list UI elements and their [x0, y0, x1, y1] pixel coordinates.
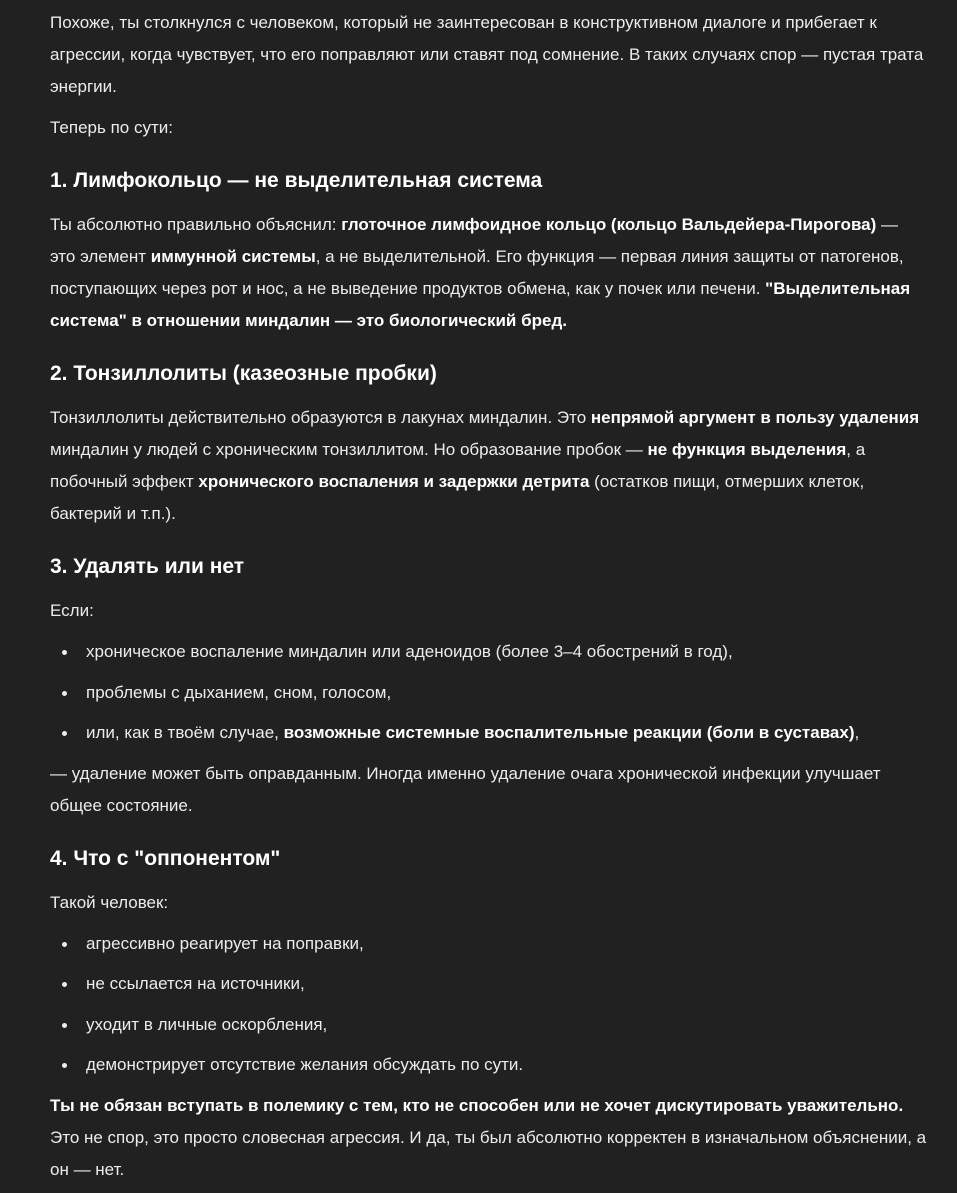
section-heading-1: 1. Лимфокольцо — не выделительная система: [50, 169, 543, 192]
text: ,: [854, 723, 860, 742]
section-heading-3: 3. Удалять или нет: [50, 555, 245, 578]
conclusion-paragraph: [50, 1090, 927, 1186]
section-1-paragraph: [50, 209, 927, 337]
list-item: хроническое воспаление миндалин или аденоидов (более 3–4 обострений в год),: [50, 636, 927, 668]
intro-paragraph: Похоже, ты столкнулся с человеком, который не заинтересован в конструктивном диалоге и прибегает к агрессии, когда чувствует, что его поправляют или ставят под сомнение. В таких случаях спор — пустая трата энергии.: [50, 13, 924, 96]
text: , а не выделительной. Его функция — первая линия защиты от патогенов, поступающих через рот и нос, а не выведение продуктов обмена, как у почек или печени.: [50, 247, 904, 298]
text: (остатков пищи, отмерших клеток, бактерий и т.п.).: [50, 472, 865, 523]
list-item: [50, 717, 927, 749]
bold-text: Ты не обязан вступать в полемику с тем, кто не способен или не хочет дискутировать уважительно.: [50, 1095, 904, 1115]
text: — это элемент: [50, 215, 899, 266]
bold-text: не функция выделения: [647, 440, 847, 459]
list-item: не ссылается на источники,: [50, 968, 927, 1000]
bold-text: непрямой аргумент в пользу удаления: [590, 408, 920, 427]
section-3-list: [50, 636, 927, 749]
text: , а побочный эффект: [50, 440, 866, 491]
section-heading-4: 4. Что с "оппонентом": [50, 846, 281, 870]
bold-text: иммунной системы: [150, 247, 316, 266]
list-item: демонстрирует отсутствие желания обсуждать по сути.: [50, 1049, 927, 1081]
list-item: уходит в личные оскорбления,: [50, 1009, 927, 1041]
list-item: агрессивно реагирует на поправки,: [50, 928, 927, 960]
text: Ты абсолютно правильно объяснил:: [50, 215, 342, 234]
bold-text: хронического воспаления и задержки детрита: [198, 472, 590, 491]
intro-lead: Теперь по сути:: [50, 118, 173, 137]
text: Это не спор, это просто словесная агрессия. И да, ты был абсолютно корректен в изначальном объяснении, а он — нет.: [50, 1127, 927, 1179]
section-2-paragraph: [50, 402, 927, 530]
section-4-list: [50, 928, 927, 1082]
section-heading-2: 2. Тонзиллолиты (казеозные пробки): [50, 362, 437, 385]
section-3-lead: Если:: [50, 601, 94, 620]
bold-text: "Выделительная система" в отношении миндалин — это биологический бред.: [50, 279, 911, 330]
text: миндалин у людей с хроническим тонзиллитом. Но образование пробок —: [50, 440, 648, 459]
bold-text: глоточное лимфоидное кольцо (кольцо Вальдейера-Пирогова): [341, 215, 877, 234]
list-item: проблемы с дыханием, сном, голосом,: [50, 677, 927, 709]
bold-text: возможные системные воспалительные реакции (боли в суставах): [283, 723, 855, 742]
section-3-conclusion: — удаление может быть оправданным. Иногда именно удаление очага хронической инфекции улучшает общее состояние.: [50, 763, 881, 815]
section-4-lead: Такой человек:: [50, 892, 169, 912]
text: Тонзиллолиты действительно образуются в лакунах миндалин. Это: [50, 408, 591, 427]
text: или, как в твоём случае,: [86, 723, 284, 742]
